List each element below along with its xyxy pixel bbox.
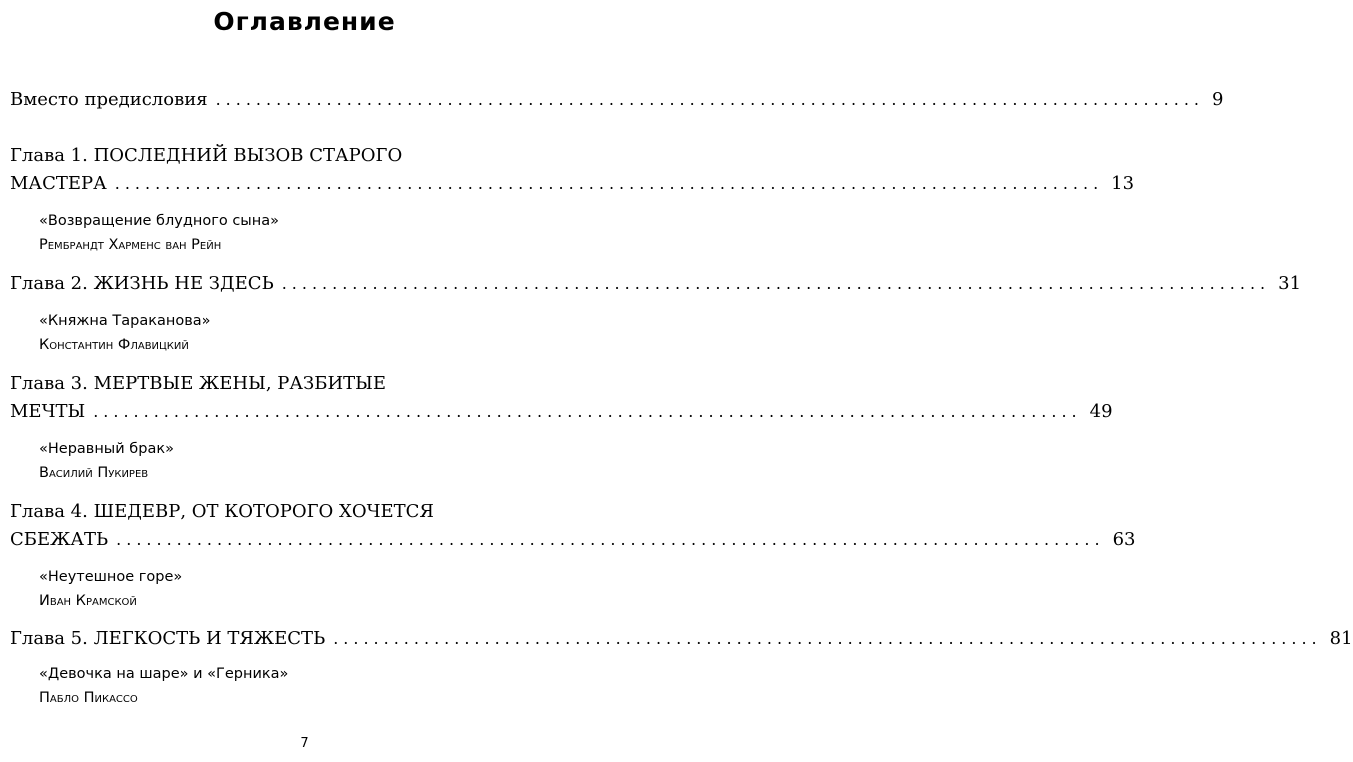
toc-entry-chapter-5[interactable]: [10, 625, 1353, 710]
toc-entry-page: 81: [1329, 628, 1353, 649]
toc-entry-page: 63: [1112, 529, 1136, 550]
toc-entry-title: Глава 2. ЖИЗНЬ НЕ ЗДЕСЬ: [10, 273, 274, 294]
toc-entry-title: Вместо предисловия: [10, 89, 208, 110]
toc-entry-chapter-3[interactable]: [10, 370, 1113, 485]
toc-entry-page: 31: [1278, 273, 1302, 294]
toc-entry-author: Константин Флавицкий: [39, 337, 189, 353]
toc-entry-chapter-2[interactable]: [10, 270, 1302, 357]
toc-entry-title-cont: СБЕЖАТЬ: [10, 529, 109, 550]
toc-entry-work: «Возвращение блудного сына»: [39, 213, 279, 229]
toc-entry-author: Василий Пукирев: [39, 465, 149, 481]
leader-dots: ..................................................................................................: [116, 530, 1105, 549]
leader-dots: ..................................................................................................: [281, 274, 1271, 293]
toc-entry-author: Рембрандт Харменс ван Рейн: [39, 237, 222, 253]
toc-entry-foreword[interactable]: [10, 86, 1224, 114]
toc-entry-author: Пабло Пикассо: [39, 690, 138, 706]
leader-dots: ..................................................................................................: [215, 90, 1204, 109]
toc-entry-work: «Неравный брак»: [39, 441, 174, 457]
toc-entry-line: [10, 170, 1135, 198]
toc-entry-chapter-4[interactable]: [10, 498, 1136, 613]
toc-entry-work: «Девочка на шаре» и «Герника»: [39, 666, 289, 682]
toc-entry-line: [10, 526, 1136, 554]
page-number: 7: [300, 736, 309, 751]
toc-entry-title: Глава 5. ЛЕГКОСТЬ И ТЯЖЕСТЬ: [10, 628, 326, 649]
toc-entry-title: Глава 4. ШЕДЕВР, ОТ КОТОРОГО ХОЧЕТСЯ: [10, 501, 434, 522]
toc-entry-line: [10, 498, 600, 526]
leader-dots: ..................................................................................................: [93, 402, 1082, 421]
toc-entry-page: 13: [1111, 173, 1135, 194]
toc-entry-line: [10, 625, 1353, 653]
toc-entry-title: Глава 3. МЕРТВЫЕ ЖЕНЫ, РАЗБИТЫЕ: [10, 373, 387, 394]
toc-entry-line: [10, 86, 1224, 114]
toc-entry-work: «Неутешное горе»: [39, 569, 183, 585]
toc-entry-line: [10, 270, 1302, 298]
toc-entry-page: 49: [1089, 401, 1113, 422]
toc-entry-line: [10, 370, 600, 398]
page-title: Оглавление: [213, 7, 396, 36]
leader-dots: ..................................................................................................: [114, 174, 1104, 193]
toc-entry-page: 9: [1212, 89, 1224, 110]
toc-entry-title: Глава 1. ПОСЛЕДНИЙ ВЫЗОВ СТАРОГО: [10, 145, 403, 166]
toc-entry-title-cont: МАСТЕРА: [10, 173, 107, 194]
toc-entry-author: Иван Крамской: [39, 593, 137, 609]
leader-dots: ..................................................................................................: [333, 629, 1322, 648]
toc-entry-line: [10, 142, 600, 170]
toc-entry-work: «Княжна Тараканова»: [39, 313, 211, 329]
toc-entry-title-cont: МЕЧТЫ: [10, 401, 86, 422]
toc-entry-line: [10, 398, 1113, 426]
toc-entry-chapter-1[interactable]: [10, 142, 1135, 257]
